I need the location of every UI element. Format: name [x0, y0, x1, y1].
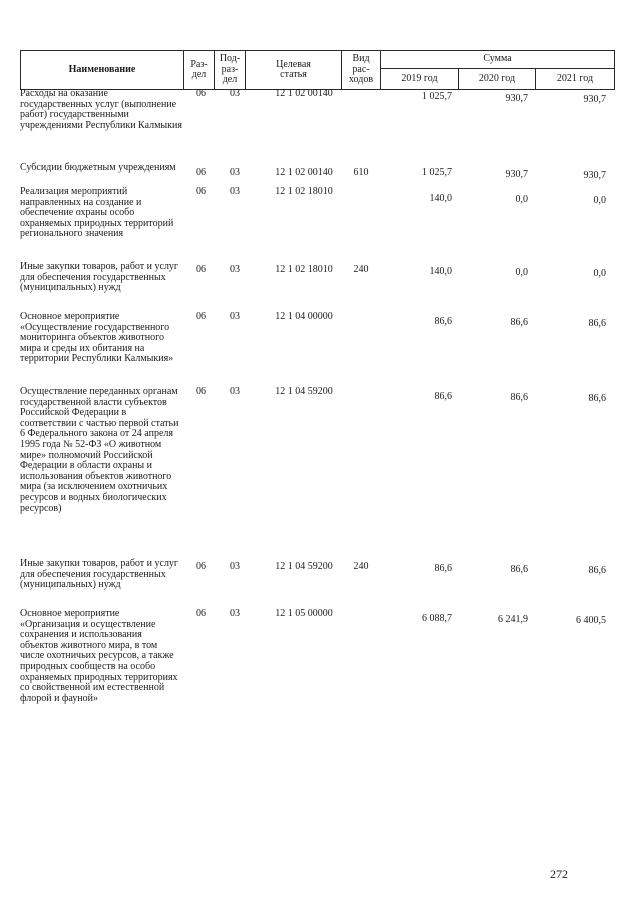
row-cs: 12 1 02 18010: [275, 264, 333, 275]
row-s2020: 86,6: [510, 392, 528, 403]
row-razdel: 06: [196, 186, 206, 197]
row-razdel: 06: [196, 561, 206, 572]
row-podrazdel: 03: [230, 167, 240, 178]
row-podrazdel: 03: [230, 311, 240, 322]
row-s2020: 86,6: [510, 564, 528, 575]
row-razdel: 06: [196, 311, 206, 322]
row-podrazdel: 03: [230, 608, 240, 619]
page-number: 272: [550, 867, 568, 881]
row-vr: 240: [353, 561, 369, 572]
row-s2021: 86,6: [588, 565, 606, 576]
row-s2020: 930,7: [505, 169, 528, 180]
row-s2021: 0,0: [593, 268, 606, 279]
row-razdel: 06: [196, 386, 206, 397]
row-s2019: 140,0: [429, 193, 452, 204]
row-s2019: 86,6: [434, 316, 452, 327]
row-name: Осуществление переданных органам государственной власти субъектов Российской Федерации в соответствии с частью первой статьи 6 Федерального закона от 24 апреля 1995 года № 52-ФЗ «О животном мире» полномочий Российской Федерации в области охраны и использования объектов животного мира (за исключением охотничьих ресурсов и водных биологических ресурсов): [20, 386, 179, 514]
header-podrazdel: Под- раз- дел: [219, 53, 241, 86]
row-podrazdel: 03: [230, 386, 240, 397]
row-s2021: 930,7: [583, 94, 606, 105]
row-vr: 240: [353, 264, 369, 275]
row-name: Основное мероприятие «Организация и осуществление сохранения и использования объектов животного мира, в том числе охотничьих ресурсов, а также природных сообществ на особо охраняемых природных территориях со свойственной им естественной флорой и фауной»: [20, 608, 178, 704]
row-s2019: 86,6: [434, 391, 452, 402]
row-cs: 12 1 02 00140: [275, 167, 333, 178]
header-2020: 2020 год: [478, 72, 516, 84]
row-s2021: 6 400,5: [576, 615, 606, 626]
row-name: Иные закупки товаров, работ и услуг для обеспечения государственных (муниципальных) нужд: [20, 261, 179, 294]
header-summa: Сумма: [483, 53, 512, 65]
row-s2020: 6 241,9: [498, 614, 528, 625]
row-cs: 12 1 04 59200: [275, 561, 333, 572]
row-s2021: 930,7: [583, 170, 606, 181]
row-s2019: 140,0: [429, 266, 452, 277]
row-s2019: 6 088,7: [422, 613, 452, 624]
row-s2021: 86,6: [588, 393, 606, 404]
row-s2019: 86,6: [434, 563, 452, 574]
row-s2020: 0,0: [515, 194, 528, 205]
row-podrazdel: 03: [230, 186, 240, 197]
row-name: Субсидии бюджетным учреждениям: [20, 162, 176, 173]
row-razdel: 06: [196, 264, 206, 275]
row-razdel: 06: [196, 167, 206, 178]
row-cs: 12 1 05 00000: [275, 608, 333, 619]
row-podrazdel: 03: [230, 88, 240, 99]
row-razdel: 06: [196, 88, 206, 99]
header-name: Наименование: [68, 63, 136, 75]
header-vid: Вид рас- ходов: [348, 53, 374, 86]
row-s2020: 0,0: [515, 267, 528, 278]
row-podrazdel: 03: [230, 561, 240, 572]
header-celevaya: Целевая статья: [276, 58, 311, 80]
header-2019: 2019 год: [401, 72, 438, 84]
row-s2019: 1 025,7: [422, 91, 452, 102]
row-s2020: 930,7: [505, 93, 528, 104]
row-name: Реализация мероприятий направленных на создание и обеспечение охраны особо охраняемых природных территорий регионального значения: [20, 186, 174, 240]
row-s2021: 0,0: [593, 195, 606, 206]
header-razdel: Раз- дел: [190, 58, 208, 80]
row-name: Расходы на оказание государственных услуг (выполнение работ) государственными учреждениями Республики Калмыкия: [20, 88, 182, 131]
row-podrazdel: 03: [230, 264, 240, 275]
row-cs: 12 1 02 18010: [275, 186, 333, 197]
row-vr: 610: [353, 167, 369, 178]
row-cs: 12 1 04 59200: [275, 386, 333, 397]
row-name: Иные закупки товаров, работ и услуг для обеспечения государственных (муниципальных) нужд: [20, 558, 179, 591]
row-cs: 12 1 04 00000: [275, 311, 333, 322]
row-name: Основное мероприятие «Осуществление государственного мониторинга объектов животного мира и среды их обитания на территории Республики Калмыкия»: [20, 311, 174, 365]
header-divider: [614, 50, 615, 90]
row-s2021: 86,6: [588, 318, 606, 329]
row-cs: 12 1 02 00140: [275, 88, 333, 99]
header-2021: 2021 год: [556, 72, 594, 84]
row-razdel: 06: [196, 608, 206, 619]
row-s2020: 86,6: [510, 317, 528, 328]
row-s2019: 1 025,7: [422, 167, 452, 178]
